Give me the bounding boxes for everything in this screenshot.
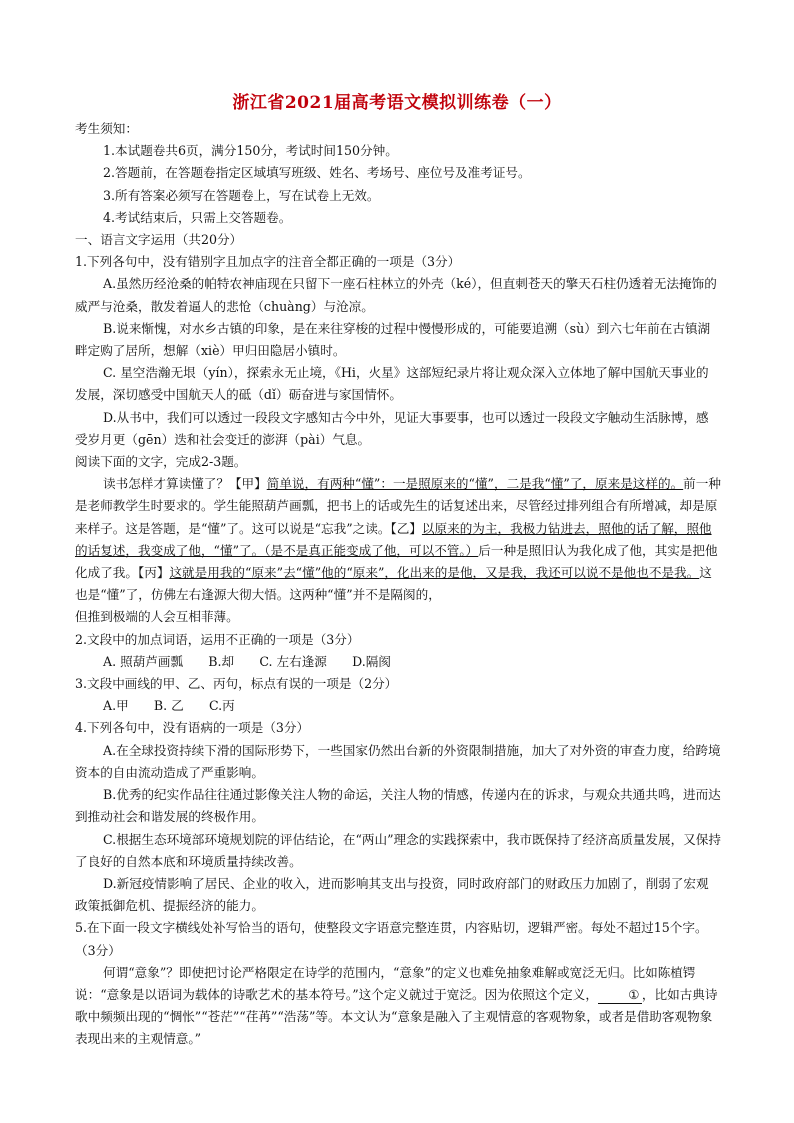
notice-heading: 考生须知： <box>75 121 138 136</box>
q1-option-b: B.说来惭愧，对水乡古镇的印象，是在来往穿梭的过程中慢慢形成的，可能要追溯（sù）到六七年前在古镇湖畔定购了居所，想解（xiè）甲归田隐居小镇时。 <box>75 320 711 359</box>
q4-stem: 4.下列各句中，没有语病的一项是（3分） <box>75 720 310 736</box>
q2-option-c: C. 左右逢源 <box>259 653 327 669</box>
passage-sentence-yi: 以原来的为主，我极力钻进去，照他的话了解，照他的话复述，我变成了他，“懂”了。（是不是真正能变成了他，可以不管。） <box>75 520 712 558</box>
q1-option-d: D.从书中，我们可以透过一段段文字感知古今中外，见证大事要事，也可以透过一段段文字触动生活脉博，感受岁月更（gēn）迭和社会变迁的澎湃（pài）气息。 <box>75 409 709 447</box>
section-heading: 一、语言文字运用（共20分） <box>75 232 243 248</box>
q2-option-b: B.却 <box>208 653 235 669</box>
notice-item: 3.所有答案必须写在答题卷上，写在试卷上无效。 <box>103 187 380 203</box>
q5-blank-1[interactable]: ① <box>598 986 642 1004</box>
reading-intro: 阅读下面的文字，完成2-3题。 <box>75 454 247 470</box>
q4-option-d: D.新冠疫情影响了居民、企业的收入，进而影响其支出与投资，同时政府部门的财政压力加剧了，削弱了宏观政策抵御危机、提振经济的能力。 <box>75 875 709 914</box>
passage-text: 读书怎样才算读懂了？【甲】 <box>103 476 267 492</box>
reading-passage <box>75 473 721 606</box>
q4-option-b: B.优秀的纪实作品往往通过影像关注人物的命运，关注人物的情感，传递内在的诉求，与观众共通共鸣，进而达到推动社会和谐发展的终极作用。 <box>75 787 721 825</box>
q1-option-c: C. 星空浩瀚无垠（yín），探索永无止境，《Hi，火星》这部短纪录片将让观众深入立体地了解中国航天事业的发展，深切感受中国航天人的砥（dǐ）砺奋进与家国情怀。 <box>75 365 709 403</box>
notice-item: 4.考试结束后，只需上交答题卷。 <box>103 209 292 225</box>
reading-passage-tail: 但推到极端的人会互相菲薄。 <box>75 609 239 625</box>
q5-text: 何谓“意象”？即使把讨论严格限定在诗学的范围内，“意象”的定义也难免抽象难解或宽泛无归。比如陈植锷说：“意象是以语词为载体的诗歌艺术的基本符号。”这个定义就过于宽泛。因为依照这个定义， <box>75 964 696 1002</box>
q4-option-a: A.在全球投资持续下滑的国际形势下，一些国家仍然出台新的外资限制措施，加大了对外资的审查力度，给跨境资本的自由流动造成了严重影响。 <box>75 742 721 780</box>
q2-option-d: D.隔阂 <box>352 653 391 669</box>
notice-item: 2.答题前，在答题卷指定区域填写班级、姓名、考场号、座位号及准考证号。 <box>103 165 531 181</box>
q3-option-b: B. 乙 <box>153 698 184 714</box>
q5-stem: 5.在下面一段文字横线处补写恰当的语句，使整段文字语意完整连贯，内容贴切，逻辑严密。每处不超过15个字。（3分） <box>75 920 708 958</box>
notice-item: 1.本试题卷共6页，满分150分，考试时间150分钟。 <box>103 143 398 159</box>
passage-sentence-jia: 简单说，有两种“懂”：一是照原来的“懂”，二是我“懂”了，原来是这样的。 <box>266 476 684 492</box>
q5-passage <box>75 962 721 1051</box>
passage-text: 这也是“懂”了，仿佛左右逢源大彻大悟。这两种“懂”并不是隔阂的， <box>75 565 712 603</box>
q3-option-c: C.丙 <box>208 698 235 714</box>
q1-option-a: A.虽然历经沧桑的帕特农神庙现在只留下一座石柱林立的外壳（ké），但直刺苍天的擎天石柱仍透着无法掩饰的威严与沧桑，散发着逼人的悲怆（chuàng）与沧凉。 <box>75 276 717 314</box>
q3-stem: 3.文段中画线的甲、乙、丙句，标点有误的一项是（2分） <box>75 676 398 692</box>
exam-body <box>75 118 721 1051</box>
q4-option-c: C.根据生态环境部环境规划院的评估结论，在“两山”理念的实践探索中，我市既保持了经济高质量发展，又保持了良好的自然本底和环境质量持续改善。 <box>75 831 721 869</box>
q3-options <box>75 695 721 717</box>
q5-text: ，比如古典诗歌中频频出现的“惆怅”“苍茫”“荏苒”“浩荡”等。本文认为“意象是融入了主观情意的客观物象，或者是借助客观物象表现出来的主观情意。” <box>75 986 718 1047</box>
passage-text: 后一种是照旧认为我化成了他，其实是把他化成了我。【丙】 <box>75 542 718 581</box>
q2-option-a: A. 照葫芦画瓢 <box>103 653 184 669</box>
exam-title: 浙江省2021届高考语文模拟训练卷（一） <box>232 93 562 113</box>
q1-stem: 1.下列各句中，没有错别字且加点字的注音全都正确的一项是（3分） <box>75 254 461 270</box>
passage-text: 前一种是老师教学生时要求的。学生能照葫芦画瓢，把书上的话或先生的话复述出来，尽管经过排列组合有所增减，却是原来样子。这是答题，是“懂”了。这可以说是“忘我”之读。【乙】 <box>75 476 721 536</box>
q2-stem: 2.文段中的加点词语，运用不正确的一项是（3分） <box>75 631 360 647</box>
q2-options <box>75 651 721 673</box>
passage-sentence-bing: 这就是用我的“原来”去“懂”他的“原来”，化出来的是他，又是我，我还可以说不是他也不是我。 <box>169 565 700 581</box>
q3-option-a: A.甲 <box>103 698 129 714</box>
